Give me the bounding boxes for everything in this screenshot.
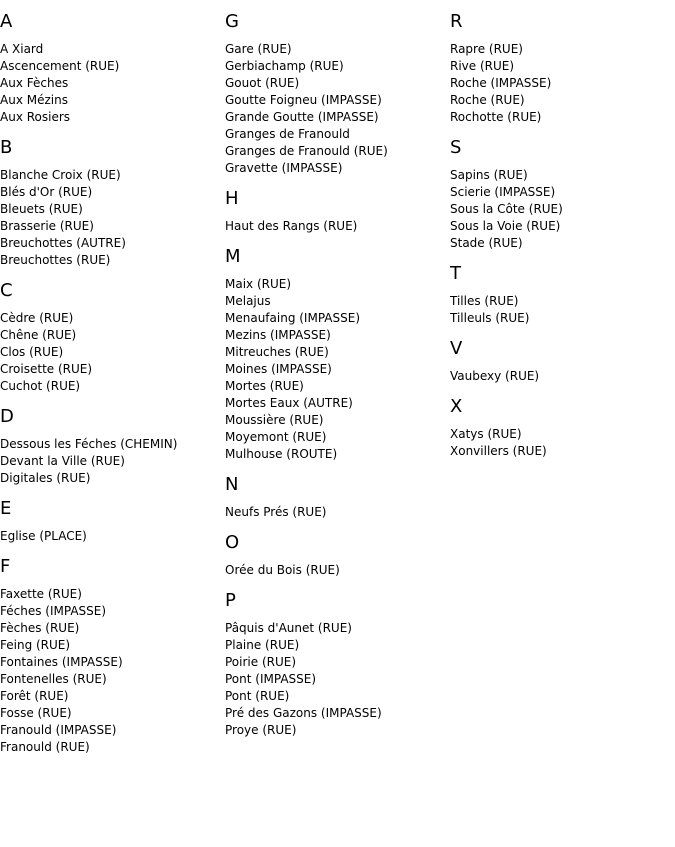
street-link[interactable]: Gerbiachamp (RUE): [225, 59, 344, 73]
letter-group: [225, 532, 388, 579]
street-item: [225, 395, 388, 412]
street-item: [0, 235, 177, 252]
letter-group: [0, 406, 177, 487]
letter-heading: O: [225, 532, 240, 553]
letter-group: [0, 137, 177, 269]
street-item: [0, 344, 177, 361]
street-index-column-1: [0, 0, 177, 765]
street-link[interactable]: Mitreuches (RUE): [225, 345, 329, 359]
street-item: [450, 293, 563, 310]
street-item: [0, 75, 177, 92]
street-link[interactable]: Haut des Rangs (RUE): [225, 219, 358, 233]
street-link[interactable]: Neufs Prés (RUE): [225, 505, 327, 519]
street-item: [225, 654, 388, 671]
letter-heading: G: [225, 11, 239, 32]
letter-group: [0, 280, 177, 395]
street-item: [450, 218, 563, 235]
letter-heading: M: [225, 246, 241, 267]
street-list: [225, 41, 388, 177]
street-link[interactable]: Rochotte (RUE): [450, 110, 542, 124]
street-link[interactable]: Blanche Croix (RUE): [0, 168, 121, 182]
street-link[interactable]: Pré des Gazons (IMPASSE): [225, 706, 382, 720]
street-item: [225, 562, 388, 579]
street-link[interactable]: Orée du Bois (RUE): [225, 563, 340, 577]
letter-heading: F: [0, 556, 11, 577]
street-link[interactable]: Roche (IMPASSE): [450, 76, 552, 90]
street-link[interactable]: Brasserie (RUE): [0, 219, 94, 233]
street-item: [225, 75, 388, 92]
street-link[interactable]: Gouot (RUE): [225, 76, 300, 90]
street-item: [225, 722, 388, 739]
street-list: [0, 528, 177, 545]
letter-heading: H: [225, 188, 239, 209]
street-list: [225, 562, 388, 579]
street-item: [225, 637, 388, 654]
street-link[interactable]: Chêne (RUE): [0, 328, 77, 342]
street-link[interactable]: Xonvillers (RUE): [450, 444, 547, 458]
street-item: [450, 184, 563, 201]
street-link[interactable]: Feing (RUE): [0, 638, 71, 652]
street-item: [0, 654, 177, 671]
street-item: [225, 310, 388, 327]
letter-heading: E: [0, 498, 12, 519]
street-link[interactable]: Eglise (PLACE): [0, 529, 87, 543]
street-link[interactable]: Mezins (IMPASSE): [225, 328, 331, 342]
street-link[interactable]: Forêt (RUE): [0, 689, 69, 703]
street-index-column-3: [450, 0, 563, 469]
street-item: [0, 586, 177, 603]
street-list: [450, 426, 563, 460]
street-item: [450, 92, 563, 109]
street-item: [0, 705, 177, 722]
street-link[interactable]: Blés d'Or (RUE): [0, 185, 93, 199]
street-link[interactable]: Ascencement (RUE): [0, 59, 120, 73]
letter-group: [225, 474, 388, 521]
street-link[interactable]: Aux Mézins: [0, 93, 68, 107]
street-item: [225, 327, 388, 344]
street-link[interactable]: Melajus: [225, 294, 271, 308]
street-link[interactable]: Féches (IMPASSE): [0, 604, 107, 618]
street-item: [225, 218, 388, 235]
street-item: [225, 41, 388, 58]
street-link[interactable]: Moyemont (RUE): [225, 430, 327, 444]
street-item: [225, 378, 388, 395]
street-item: [225, 620, 388, 637]
street-link[interactable]: Digitales (RUE): [0, 471, 91, 485]
street-link[interactable]: Sous la Côte (RUE): [450, 202, 563, 216]
letter-group: [225, 11, 388, 177]
street-link[interactable]: Scierie (IMPASSE): [450, 185, 556, 199]
street-link[interactable]: Mortes Eaux (AUTRE): [225, 396, 353, 410]
street-list: [0, 436, 177, 487]
street-link[interactable]: Franould (RUE): [0, 740, 90, 754]
street-list: [225, 218, 388, 235]
street-item: [0, 310, 177, 327]
street-item: [450, 201, 563, 218]
street-list: [0, 167, 177, 269]
street-item: [225, 688, 388, 705]
letter-group: [225, 590, 388, 739]
street-item: [0, 109, 177, 126]
street-link[interactable]: Goutte Foigneu (IMPASSE): [225, 93, 382, 107]
street-item: [225, 109, 388, 126]
street-list: [450, 293, 563, 327]
letter-heading: R: [450, 11, 463, 32]
street-item: [450, 75, 563, 92]
letter-heading: B: [0, 137, 13, 158]
street-item: [225, 504, 388, 521]
street-link[interactable]: Fontenelles (RUE): [0, 672, 107, 686]
street-list: [225, 276, 388, 463]
street-list: [0, 310, 177, 395]
street-item: [450, 167, 563, 184]
street-item: [450, 310, 563, 327]
street-link[interactable]: Roche (RUE): [450, 93, 525, 107]
street-link[interactable]: Fontaines (IMPASSE): [0, 655, 123, 669]
street-item: [225, 276, 388, 293]
street-list: [450, 41, 563, 126]
street-item: [225, 412, 388, 429]
street-item: [0, 620, 177, 637]
street-link[interactable]: Moines (IMPASSE): [225, 362, 332, 376]
street-list: [0, 41, 177, 126]
letter-heading: D: [0, 406, 14, 427]
street-item: [0, 603, 177, 620]
street-item: [225, 361, 388, 378]
street-list: [225, 620, 388, 739]
street-item: [0, 528, 177, 545]
street-item: [225, 58, 388, 75]
street-item: [0, 218, 177, 235]
street-item: [225, 671, 388, 688]
street-link[interactable]: Sapins (RUE): [450, 168, 528, 182]
letter-heading: T: [450, 263, 461, 284]
street-item: [225, 293, 388, 310]
street-item: [0, 637, 177, 654]
street-link[interactable]: Granges de Franould: [225, 127, 350, 141]
letter-group: [225, 188, 388, 235]
street-link[interactable]: Granges de Franould (RUE): [225, 144, 388, 158]
street-item: [0, 41, 177, 58]
street-link[interactable]: Aux Rosiers: [0, 110, 71, 124]
street-item: [0, 58, 177, 75]
street-item: [225, 429, 388, 446]
street-item: [450, 426, 563, 443]
street-link[interactable]: Tilleuls (RUE): [450, 311, 530, 325]
street-link[interactable]: Menaufaing (IMPASSE): [225, 311, 360, 325]
letter-heading: S: [450, 137, 462, 158]
street-item: [0, 327, 177, 344]
letter-heading: X: [450, 396, 463, 417]
street-link[interactable]: Gravette (IMPASSE): [225, 161, 343, 175]
street-link[interactable]: Gare (RUE): [225, 42, 292, 56]
street-link[interactable]: Moussière (RUE): [225, 413, 324, 427]
street-link[interactable]: Cèdre (RUE): [0, 311, 74, 325]
street-item: [0, 184, 177, 201]
street-item: [225, 344, 388, 361]
street-link[interactable]: Stade (RUE): [450, 236, 523, 250]
street-item: [0, 436, 177, 453]
street-item: [0, 252, 177, 269]
letter-heading: A: [0, 11, 13, 32]
street-list: [0, 586, 177, 756]
street-link[interactable]: Dessous les Féches (CHEMIN): [0, 437, 178, 451]
street-link[interactable]: Bleuets (RUE): [0, 202, 83, 216]
letter-group: [0, 11, 177, 126]
street-link[interactable]: Fèches (RUE): [0, 621, 80, 635]
street-link[interactable]: Grande Goutte (IMPASSE): [225, 110, 379, 124]
street-link[interactable]: A Xiard: [0, 42, 44, 56]
letter-group: [450, 396, 563, 460]
street-item: [225, 143, 388, 160]
street-item: [0, 470, 177, 487]
street-item: [450, 368, 563, 385]
street-link[interactable]: Clos (RUE): [0, 345, 64, 359]
letter-heading: C: [0, 280, 13, 301]
street-item: [225, 705, 388, 722]
letter-group: [0, 556, 177, 756]
street-link[interactable]: Vaubexy (RUE): [450, 369, 540, 383]
street-link[interactable]: Breuchottes (AUTRE): [0, 236, 126, 250]
street-item: [0, 92, 177, 109]
street-index-column-2: [225, 0, 388, 748]
street-item: [450, 443, 563, 460]
street-item: [450, 58, 563, 75]
street-link[interactable]: Tilles (RUE): [450, 294, 519, 308]
street-link[interactable]: Mortes (RUE): [225, 379, 304, 393]
letter-group: [450, 338, 563, 385]
street-list: [225, 504, 388, 521]
street-link[interactable]: Devant la Ville (RUE): [0, 454, 125, 468]
street-item: [450, 109, 563, 126]
street-link[interactable]: Cuchot (RUE): [0, 379, 81, 393]
street-item: [225, 92, 388, 109]
letter-group: [450, 137, 563, 252]
street-item: [0, 722, 177, 739]
street-link[interactable]: Poirie (RUE): [225, 655, 297, 669]
street-link[interactable]: Mulhouse (ROUTE): [225, 447, 338, 461]
street-item: [0, 688, 177, 705]
street-list: [450, 167, 563, 252]
street-link[interactable]: Rive (RUE): [450, 59, 515, 73]
street-link[interactable]: Plaine (RUE): [225, 638, 300, 652]
street-item: [0, 453, 177, 470]
street-list: [450, 368, 563, 385]
street-link[interactable]: Breuchottes (RUE): [0, 253, 111, 267]
street-link[interactable]: Xatys (RUE): [450, 427, 522, 441]
street-item: [0, 671, 177, 688]
letter-group: [0, 498, 177, 545]
street-item: [225, 446, 388, 463]
street-item: [0, 739, 177, 756]
street-item: [0, 167, 177, 184]
letter-heading: V: [450, 338, 463, 359]
letter-group: [225, 246, 388, 463]
street-link[interactable]: Croisette (RUE): [0, 362, 93, 376]
street-link[interactable]: Proye (RUE): [225, 723, 297, 737]
street-item: [0, 201, 177, 218]
street-item: [225, 160, 388, 177]
street-link[interactable]: Pont (IMPASSE): [225, 672, 317, 686]
street-link[interactable]: Aux Fèches: [0, 76, 69, 90]
street-item: [225, 126, 388, 143]
street-link[interactable]: Faxette (RUE): [0, 587, 82, 601]
letter-heading: P: [225, 590, 236, 611]
letter-group: [450, 263, 563, 327]
letter-group: [450, 11, 563, 126]
street-link[interactable]: Pâquis d'Aunet (RUE): [225, 621, 352, 635]
street-item: [450, 41, 563, 58]
street-link[interactable]: Maix (RUE): [225, 277, 292, 291]
street-link[interactable]: Pont (RUE): [225, 689, 290, 703]
street-item: [0, 378, 177, 395]
street-link[interactable]: Rapre (RUE): [450, 42, 523, 56]
street-link[interactable]: Sous la Voie (RUE): [450, 219, 561, 233]
street-item: [0, 361, 177, 378]
street-link[interactable]: Franould (IMPASSE): [0, 723, 117, 737]
letter-heading: N: [225, 474, 239, 495]
street-item: [450, 235, 563, 252]
street-link[interactable]: Fosse (RUE): [0, 706, 72, 720]
